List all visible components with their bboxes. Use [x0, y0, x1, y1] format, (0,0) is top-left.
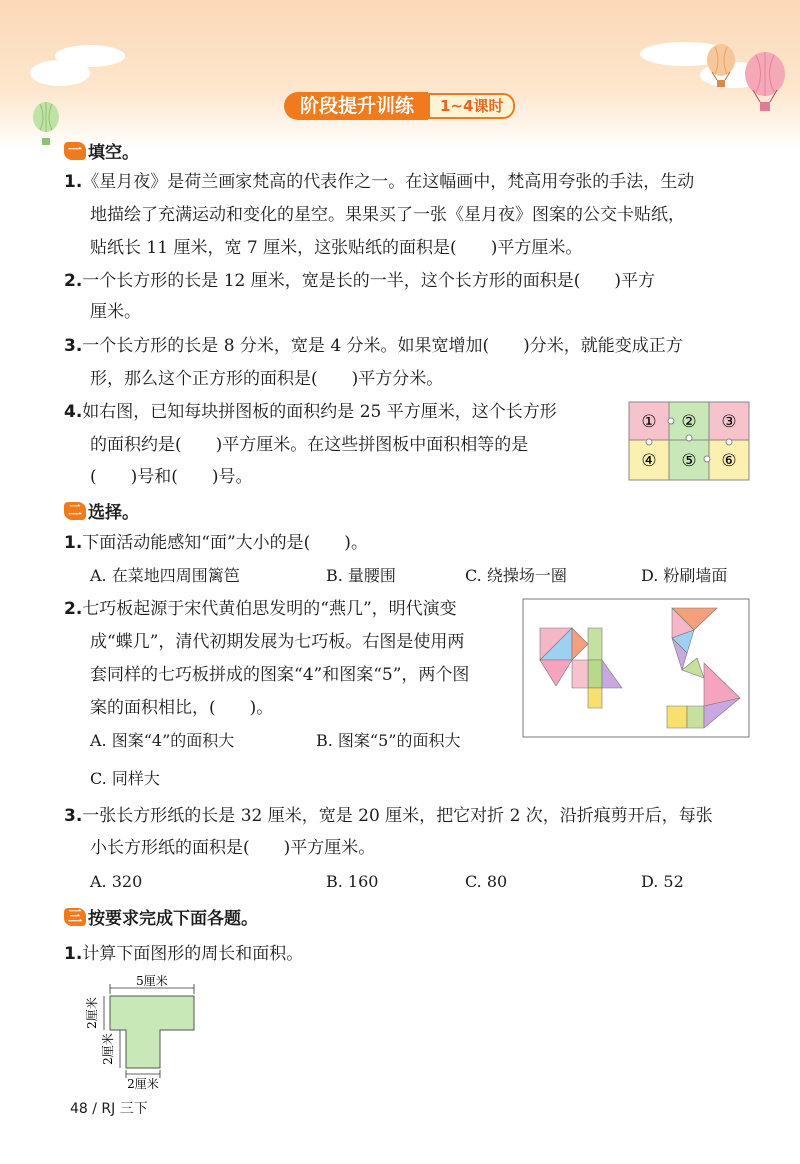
question-number: 2. — [64, 599, 83, 619]
question-line: 地描绘了充满运动和变化的星空。果果买了一张《星月夜》图案的公交卡贴纸， — [90, 205, 685, 225]
tangram-figure — [522, 598, 750, 738]
question-line — [64, 942, 303, 966]
question-line: 案的面积相比，( )。 — [90, 698, 274, 718]
puzzle-board-figure — [628, 401, 750, 481]
question-number: 4. — [64, 402, 83, 422]
option-c: C. 80 — [465, 872, 508, 891]
question-text: 一个长方形的长是 12 厘米，宽是长的一半，这个长方形的面积是( )平方 — [82, 271, 655, 291]
puzzle-label: ⑥ — [721, 451, 737, 471]
section-tasks — [64, 904, 258, 929]
option-c: C. 绕操场一圈 — [465, 566, 567, 585]
question-line — [64, 804, 713, 828]
dimension-label-bottom: 2厘米 — [127, 1077, 159, 1091]
question-line: 小长方形纸的面积是( )平方厘米。 — [90, 838, 376, 858]
dimension-label-stem: 2厘米 — [101, 1033, 115, 1065]
dimension-label-left: 2厘米 — [85, 997, 99, 1029]
question-number: 1. — [64, 172, 83, 192]
dimension-label-top: 5厘米 — [136, 974, 168, 988]
question-line: 贴纸长 11 厘米，宽 7 厘米，这张贴纸的面积是( )平方厘米。 — [90, 238, 583, 258]
option-a: A. 320 — [90, 872, 143, 891]
puzzle-label: ② — [681, 412, 697, 432]
question-number: 1. — [64, 944, 83, 964]
section-number: 二 — [64, 502, 86, 520]
question-line: 形，那么这个正方形的面积是( )平方分米。 — [90, 369, 444, 389]
puzzle-label: ④ — [641, 451, 657, 471]
question-line: 厘米。 — [90, 302, 141, 322]
question-line — [64, 531, 368, 555]
question-text: 七巧板起源于宋代黄伯思发明的“燕几”，明代演变 — [82, 599, 457, 619]
option-c: C. 同样大 — [90, 769, 160, 788]
question-line: ( )号和( )号。 — [90, 467, 253, 487]
section-number: 三 — [64, 908, 86, 926]
question-line: 成“蝶几”，清代初期发展为七巧板。右图是使用两 — [90, 632, 465, 652]
option-a: A. 在菜地四周围篱笆 — [90, 566, 240, 585]
hot-air-balloon-icon — [704, 44, 738, 90]
section-title: 选择。 — [88, 503, 139, 523]
question-number: 3. — [64, 806, 83, 826]
option-d: D. 52 — [641, 872, 684, 891]
question-text: 下面活动能感知“面”大小的是( )。 — [82, 533, 368, 553]
cloud-decoration — [30, 60, 90, 86]
option-d: D. 粉刷墙面 — [641, 566, 728, 585]
question-line — [64, 597, 457, 621]
title-lesson-range: 1~4课时 — [428, 93, 515, 119]
question-text: 一个长方形的长是 8 分米，宽是 4 分米。如果宽增加( )分米，就能变成正方 — [82, 336, 683, 356]
puzzle-label: ① — [641, 412, 657, 432]
puzzle-label: ⑤ — [681, 451, 697, 471]
section-number: 一 — [64, 142, 86, 160]
question-text: 如右图，已知每块拼图板的面积约是 25 平方厘米，这个长方形 — [82, 402, 557, 422]
question-number: 1. — [64, 533, 83, 553]
hot-air-balloon-icon — [30, 102, 62, 148]
title-main: 阶段提升训练 — [284, 92, 428, 120]
section-fill-blank — [64, 138, 139, 163]
hot-air-balloon-icon — [742, 52, 788, 114]
page-title — [284, 92, 515, 120]
question-line — [64, 170, 694, 194]
puzzle-label: ③ — [721, 412, 737, 432]
option-b: B. 图案“5”的面积大 — [316, 731, 461, 750]
option-b: B. 160 — [326, 872, 379, 891]
question-line: 的面积约是( )平方厘米。在这些拼图板中面积相等的是 — [90, 435, 529, 455]
question-number: 3. — [64, 336, 83, 356]
question-line — [64, 334, 683, 358]
header-background — [0, 0, 800, 150]
question-text: 《星月夜》是荷兰画家梵高的代表作之一。在这幅画中，梵高用夸张的手法，生动 — [82, 172, 695, 192]
page-footer: 48 / RJ 三下 — [70, 1101, 148, 1117]
section-choice — [64, 498, 139, 523]
question-number: 2. — [64, 271, 83, 291]
option-b: B. 量腰围 — [326, 566, 396, 585]
question-line — [64, 269, 655, 293]
t-shape-figure — [84, 974, 214, 1092]
option-a: A. 图案“4”的面积大 — [90, 731, 235, 750]
question-line — [64, 400, 557, 424]
section-title: 填空。 — [88, 143, 139, 163]
question-text: 一张长方形纸的长是 32 厘米，宽是 20 厘米，把它对折 2 次，沿折痕剪开后，每张 — [82, 806, 713, 826]
question-line: 套同样的七巧板拼成的图案“4”和图案“5”，两个图 — [90, 665, 470, 685]
question-text: 计算下面图形的周长和面积。 — [82, 944, 304, 964]
section-title: 按要求完成下面各题。 — [88, 909, 258, 929]
